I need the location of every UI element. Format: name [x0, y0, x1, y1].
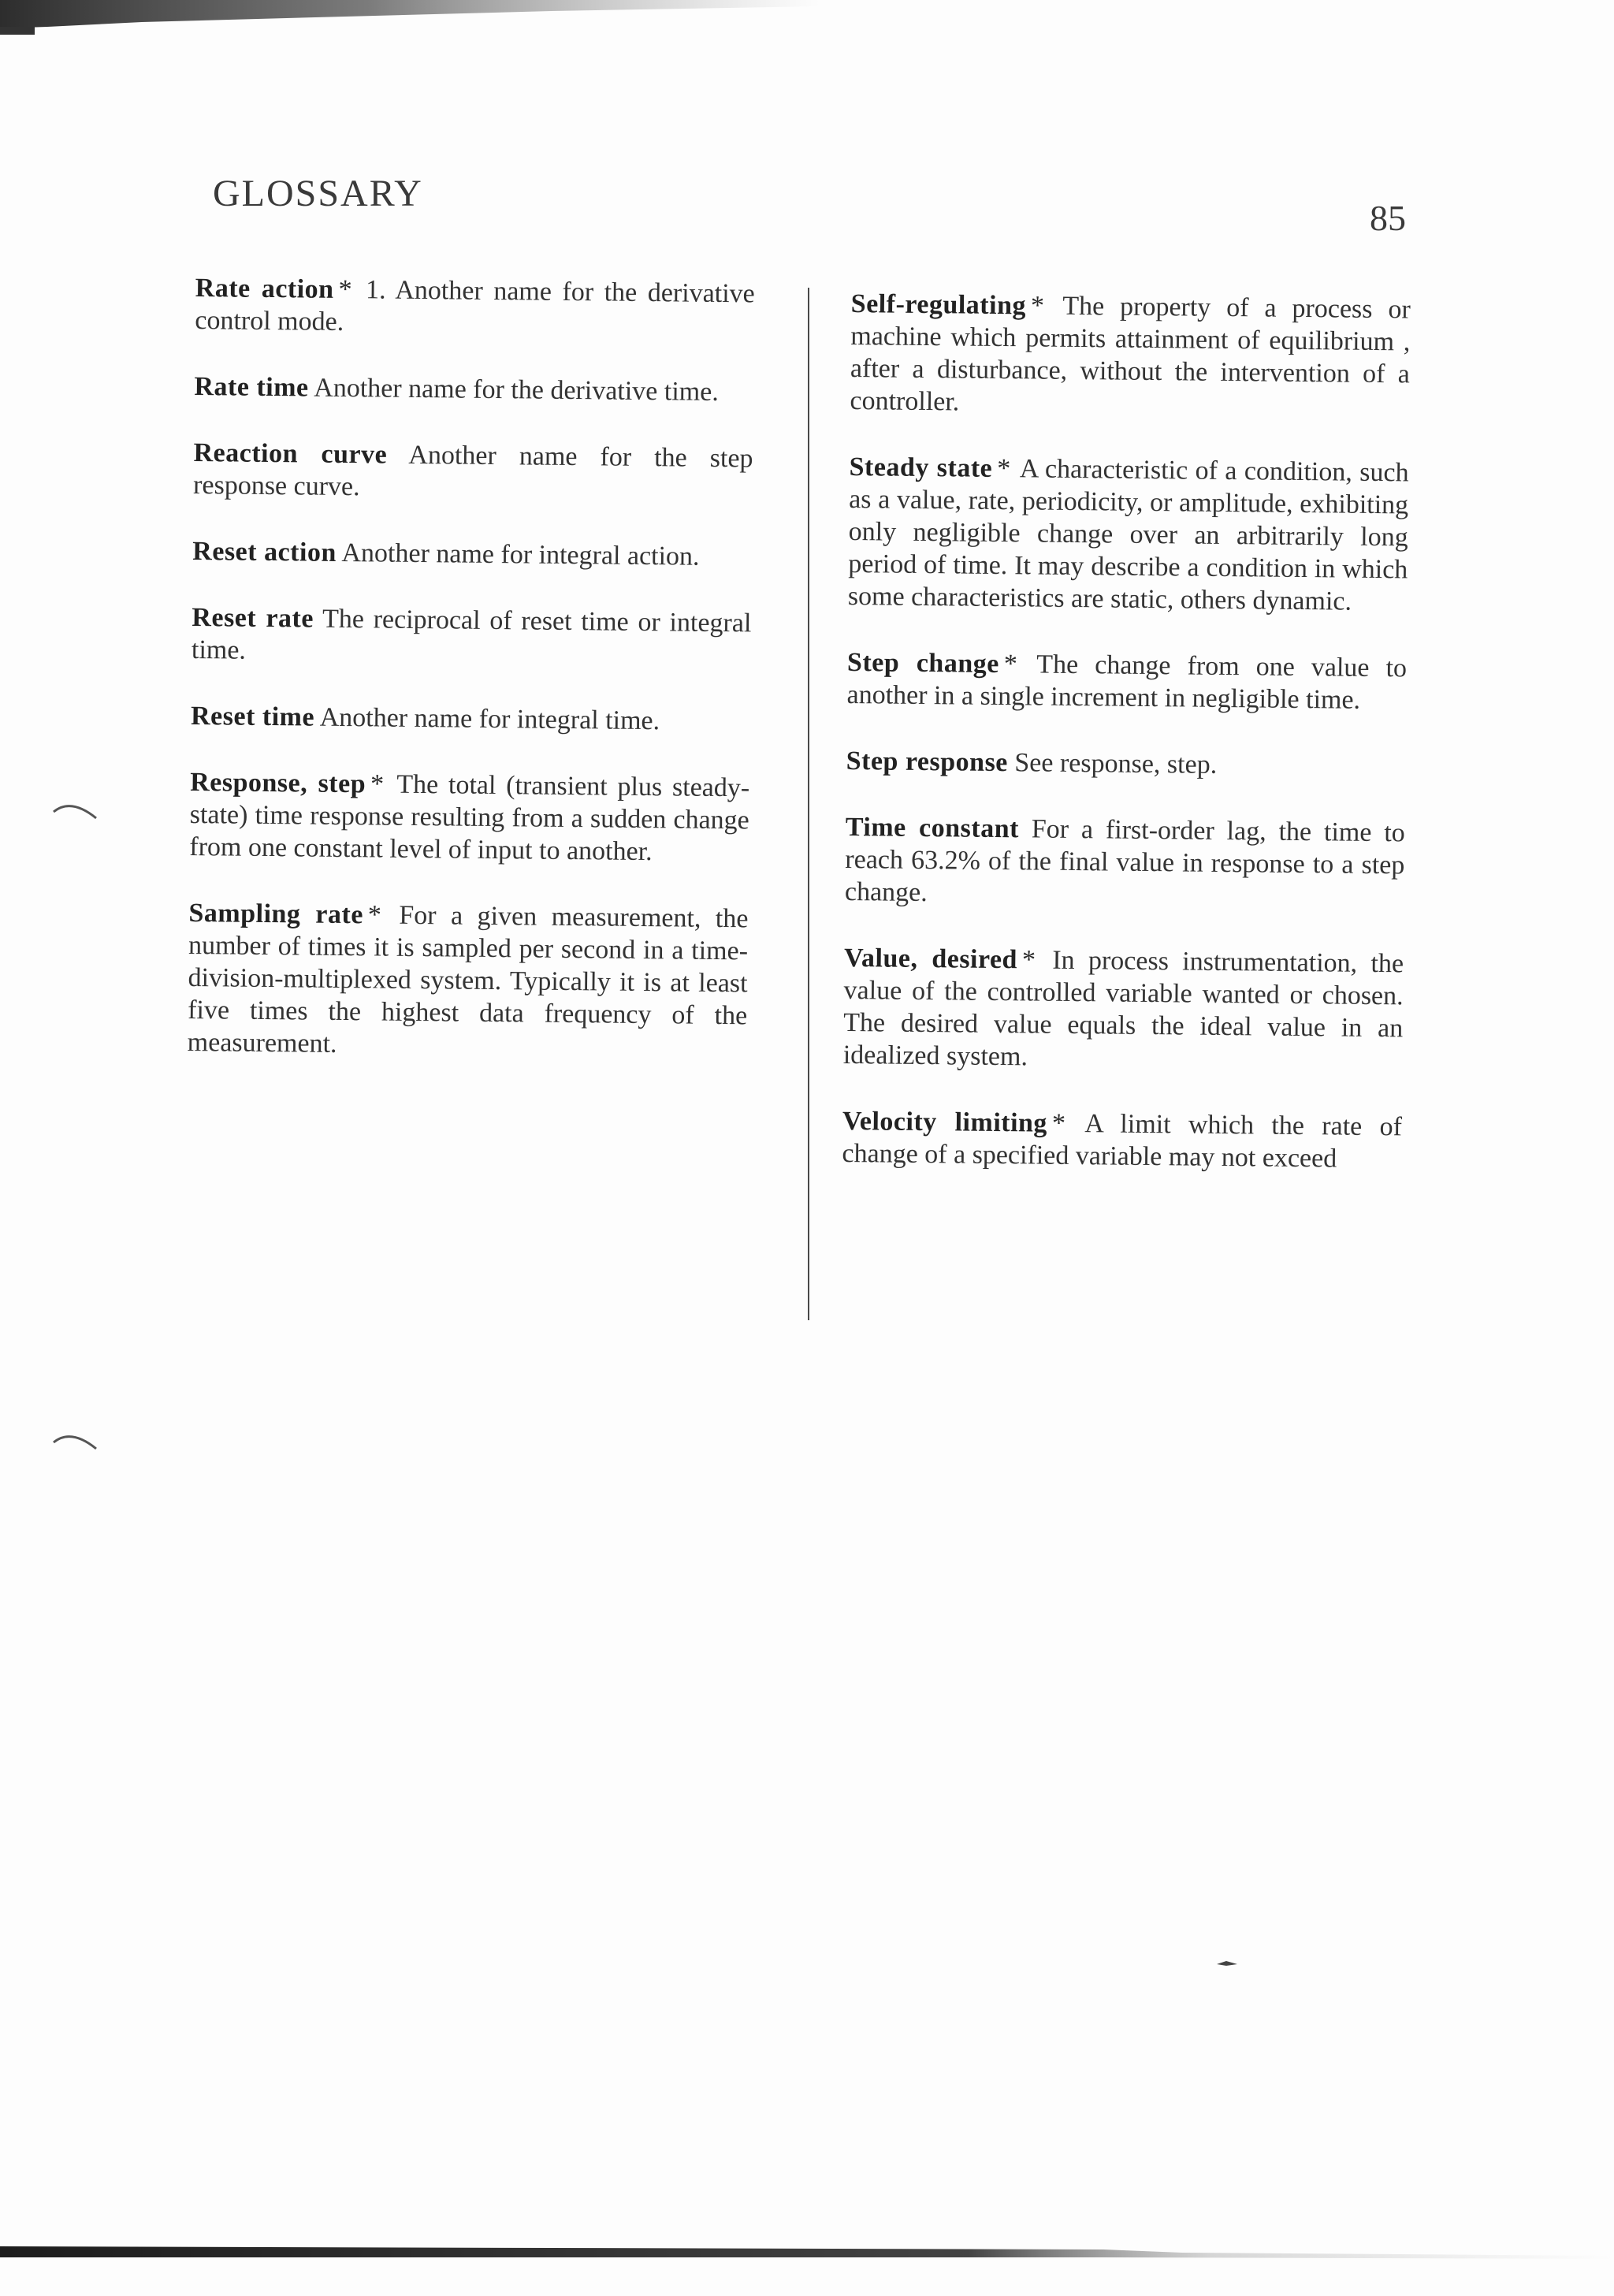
glossary-entry [848, 451, 1409, 618]
glossary-term: Step response [846, 746, 1009, 778]
stray-mark [1215, 1958, 1239, 1969]
glossary-term: Reset time [190, 701, 315, 732]
glossary-definition: Another name for the step response curve. [192, 440, 753, 502]
glossary-definition: See response, step. [1014, 748, 1218, 780]
glossary-entry [189, 766, 749, 869]
standard-marker: * [1051, 1108, 1066, 1138]
glossary-entry [192, 535, 752, 573]
standard-marker: * [370, 769, 385, 799]
standard-marker: * [338, 274, 352, 305]
page-title: GLOSSARY [213, 173, 423, 214]
glossary-definition: For a given measurement, the number of times it is sampled per second in a time-division-multiplexed system. Typically it is at least five times the highest data frequency of the measurement. [187, 900, 749, 1059]
glossary-column-right [842, 288, 1411, 1209]
glossary-definition: A characteristic of a condition, such as a value, rate, periodicity, or amplitude, exhibiting only negligible change over an arbitrarily long period of time. It may describe a condition in which some characteristics are static, others dynamic. [847, 454, 1409, 616]
glossary-term: Reaction curve [193, 437, 388, 470]
glossary-definition: Another name for integral time. [319, 702, 660, 736]
glossary-definition: The total (transient plus steady-state) time response resulting from a sudden change from one constant level of input to another. [189, 769, 750, 867]
glossary-entry [845, 811, 1405, 914]
glossary-term: Self-regulating [850, 288, 1027, 321]
glossary-term: Rate time [194, 371, 309, 403]
glossary-entry [191, 700, 750, 738]
standard-marker: * [1021, 945, 1036, 975]
glossary-term: Reset action [192, 536, 337, 567]
glossary-term: Sampling rate [188, 898, 364, 930]
glossary-term: Value, desired [843, 943, 1018, 975]
glossary-definition: The property of a process or machine which permits attainment of equilibrium , after a disturbance, without the intervention of a controller. [850, 291, 1411, 417]
glossary-entry [846, 646, 1407, 716]
glossary-entry [843, 942, 1404, 1077]
glossary-definition: The reciprocal of reset time or integral time. [191, 604, 752, 665]
glossary-entry [195, 272, 755, 342]
glossary-definition: 1. Another name for the derivative control mode. [195, 275, 755, 337]
standard-marker: * [1003, 649, 1018, 679]
glossary-definition: A limit which the rate of change of a specified variable may not exceed [842, 1109, 1403, 1174]
glossary-definition: For a first-order lag, the time to reach 63.2% of the final value in response to a step change. [844, 814, 1405, 908]
glossary-term: Rate action [195, 273, 334, 304]
glossary-entry [192, 601, 752, 672]
glossary-definition: The change from one value to another in a single increment in negligible time. [846, 649, 1408, 715]
glossary-term: Response, step [190, 767, 366, 799]
glossary-entry [846, 745, 1405, 783]
page-number: 85 [1370, 198, 1406, 238]
glossary-column-left [187, 272, 755, 1098]
standard-marker: * [1030, 291, 1045, 321]
margin-mark-lower [47, 1425, 102, 1457]
glossary-entry [193, 437, 753, 507]
glossary-definition: Another name for the derivative time. [314, 373, 720, 407]
margin-mark-upper [47, 794, 102, 826]
scan-artifact-top [0, 0, 820, 36]
glossary-term: Time constant [845, 812, 1020, 844]
glossary-entry [188, 897, 749, 1064]
glossary-term: Step change [846, 647, 1000, 679]
scan-artifact-bottom [0, 2245, 1614, 2268]
column-divider [808, 288, 809, 1320]
glossary-term: Velocity limiting [842, 1106, 1048, 1138]
glossary-entry [194, 370, 753, 408]
glossary-entry [850, 288, 1411, 422]
standard-marker: * [367, 900, 382, 930]
glossary-term: Steady state [849, 452, 993, 483]
glossary-entry [842, 1105, 1402, 1175]
glossary-definition: Another name for integral action. [341, 538, 700, 571]
glossary-term: Reset rate [192, 602, 314, 634]
glossary-definition: In process instrumentation, the value of the controlled variable wanted or chosen. The desired value equals the ideal value in an idealized system. [842, 945, 1404, 1072]
standard-marker: * [997, 453, 1011, 484]
